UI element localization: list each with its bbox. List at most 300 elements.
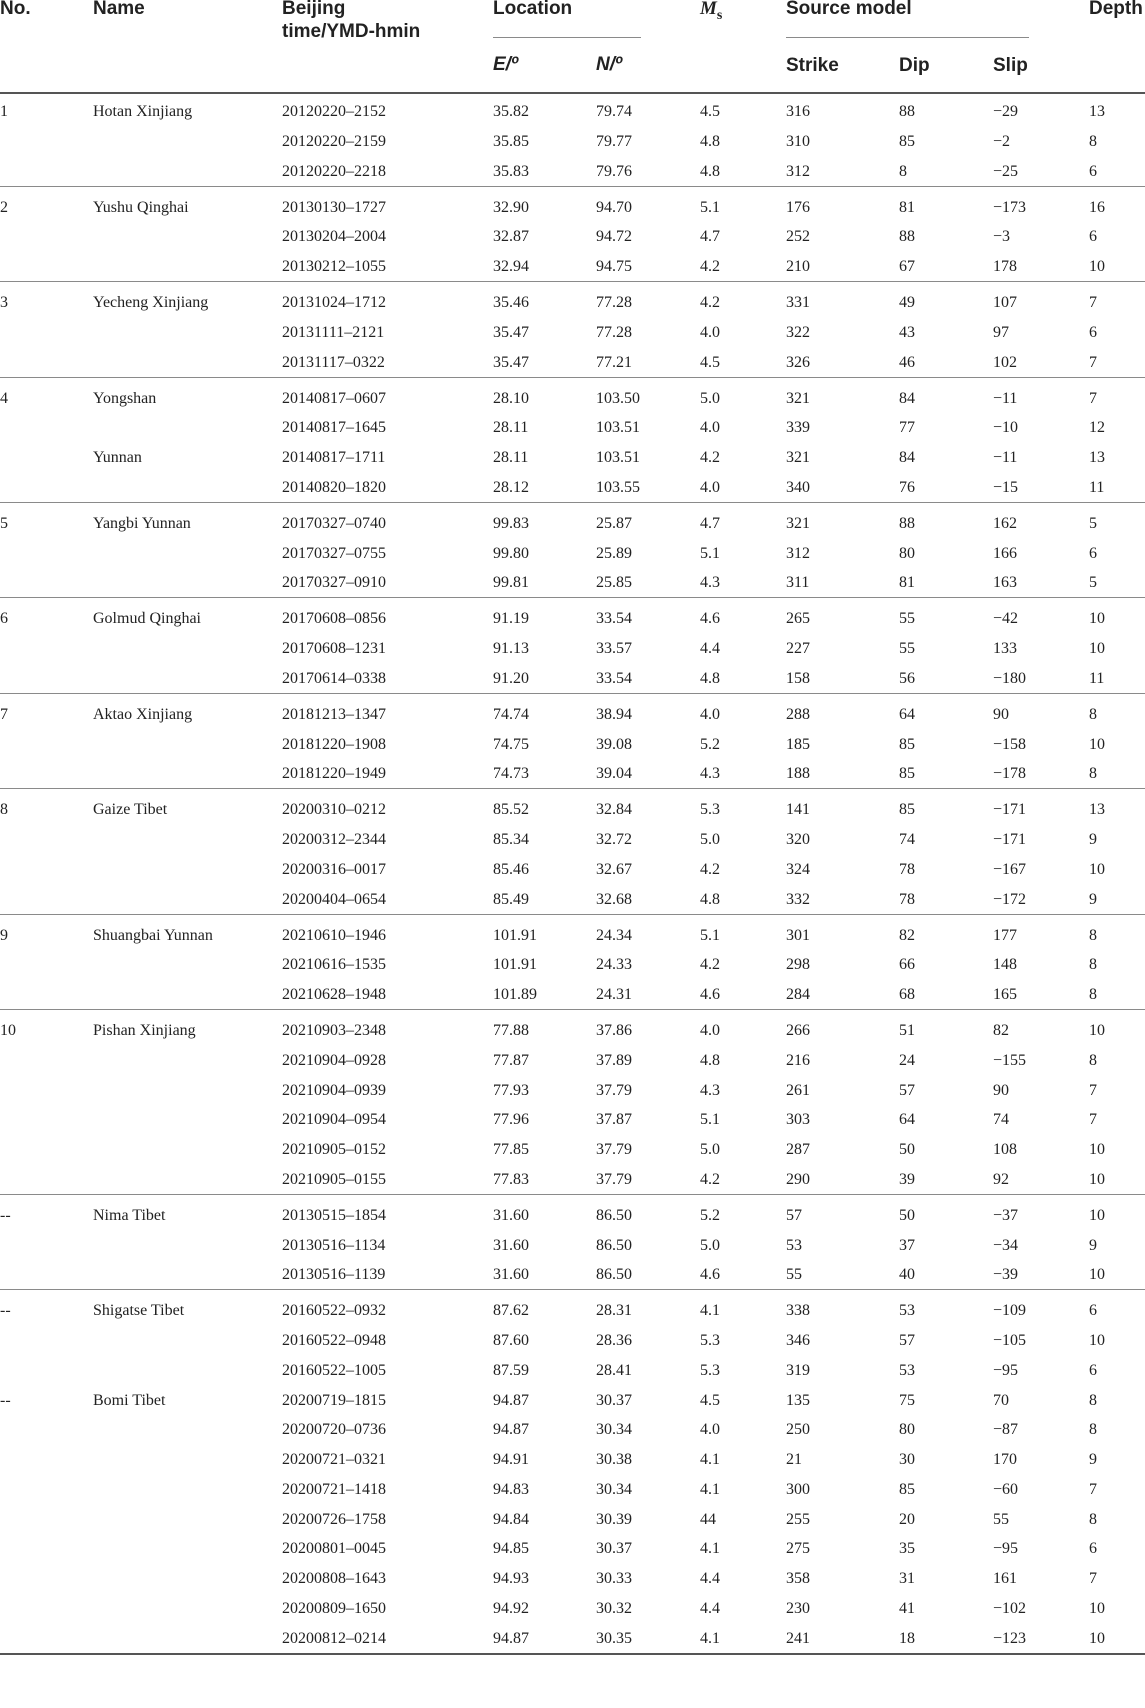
strike-cell: 300 [786,1480,810,1498]
n-cell: 30.37 [596,1540,632,1558]
ms-cell: 44 [700,1510,716,1528]
slip-cell: 108 [993,1141,1017,1158]
ms-cell: 5.1 [700,544,720,562]
header-ms-sub: s [716,7,723,23]
header-depth: Depth [1089,0,1143,19]
e-cell: 94.92 [493,1599,529,1617]
time-cell: 20130130–1727 [282,198,386,216]
e-cell: 94.87 [493,1421,529,1439]
dip-cell: 78 [899,890,915,908]
ms-cell: 4.0 [700,323,720,341]
n-cell: 32.68 [596,890,632,908]
e-cell: 77.93 [493,1081,529,1099]
group-name: Shigatse Tibet [93,1302,185,1320]
group-number: 7 [0,705,8,723]
header-source-model: Source model [786,0,912,19]
dip-cell: 64 [899,705,915,723]
time-cell: 20200720–0736 [282,1421,386,1439]
slip-cell: −42 [993,610,1019,628]
n-cell: 77.28 [596,323,632,341]
dip-cell: 85 [899,132,915,150]
ms-cell: 4.2 [700,449,720,466]
time-cell: 20170614–0338 [282,669,386,687]
n-cell: 86.50 [596,1236,632,1254]
e-cell: 35.46 [493,294,529,311]
e-cell: 87.60 [493,1332,529,1349]
ms-cell: 4.2 [700,258,720,275]
dip-cell: 53 [899,1302,915,1320]
dip-cell: 30 [899,1451,915,1468]
n-cell: 28.41 [596,1361,632,1379]
dip-cell: 88 [899,103,915,120]
time-cell: 20210904–0954 [282,1111,386,1129]
ms-cell: 5.0 [700,1141,720,1158]
n-cell: 32.84 [596,801,632,819]
e-cell: 94.83 [493,1480,529,1498]
e-cell: 32.94 [493,258,529,275]
slip-cell: −171 [993,801,1027,819]
dip-cell: 53 [899,1361,915,1379]
group-name: Yushu Qinghai [93,198,189,216]
ms-cell: 5.1 [700,926,720,944]
depth-cell: 7 [1089,1570,1097,1587]
depth-cell: 10 [1089,1629,1105,1647]
ms-cell: 4.8 [700,890,720,908]
time-cell: 20160522–0948 [282,1332,386,1349]
header-bottom-rule [0,92,1145,94]
n-cell: 25.89 [596,544,632,562]
depth-cell: 8 [1089,1391,1097,1409]
depth-cell: 8 [1089,1051,1097,1069]
e-cell: 91.20 [493,669,529,687]
strike-cell: 185 [786,735,810,753]
strike-cell: 57 [786,1206,802,1224]
n-cell: 37.79 [596,1141,632,1158]
time-cell: 20140817–0607 [282,389,386,407]
n-cell: 30.32 [596,1599,632,1617]
dip-cell: 18 [899,1629,915,1647]
e-cell: 32.90 [493,198,529,216]
dip-cell: 78 [899,860,915,878]
e-cell: 74.73 [493,765,529,783]
depth-cell: 10 [1089,1170,1105,1188]
strike-cell: 332 [786,890,810,908]
slip-cell: −2 [993,132,1011,150]
ms-cell: 5.0 [700,389,720,407]
time-cell: 20120220–2218 [282,162,386,180]
strike-cell: 331 [786,294,810,311]
n-cell: 30.38 [596,1451,632,1468]
time-cell: 20130515–1854 [282,1206,386,1224]
time-cell: 20210903–2348 [282,1022,386,1039]
time-cell: 20200719–1815 [282,1391,386,1409]
depth-cell: 6 [1089,1302,1097,1320]
dip-cell: 74 [899,831,915,848]
n-cell: 28.31 [596,1302,632,1320]
dip-cell: 64 [899,1111,915,1129]
slip-cell: 102 [993,353,1017,371]
dip-cell: 85 [899,801,915,819]
strike-cell: 321 [786,389,810,407]
strike-cell: 311 [786,574,810,592]
time-cell: 20131024–1712 [282,294,386,311]
n-cell: 94.70 [596,198,632,216]
location-underline [493,37,641,38]
strike-cell: 227 [786,640,810,657]
time-cell: 20130212–1055 [282,258,386,275]
dip-cell: 80 [899,544,915,562]
group-name: Nima Tibet [93,1206,166,1224]
time-cell: 20130516–1139 [282,1266,386,1284]
n-cell: 103.50 [596,389,640,407]
slip-cell: 70 [993,1391,1009,1409]
slip-cell: −60 [993,1480,1019,1498]
dip-cell: 84 [899,389,915,407]
e-cell: 99.80 [493,544,529,562]
dip-cell: 88 [899,228,915,246]
ms-cell: 5.1 [700,1111,720,1129]
ms-cell: 4.5 [700,1391,720,1409]
slip-cell: 90 [993,1081,1009,1099]
slip-cell: −37 [993,1206,1019,1224]
group-divider [0,1194,1145,1195]
time-cell: 20160522–0932 [282,1302,386,1320]
depth-cell: 8 [1089,765,1097,783]
group-divider [0,281,1145,282]
strike-cell: 319 [786,1361,810,1379]
group-name: Yangbi Yunnan [93,514,191,532]
group-name: Yongshan [93,389,157,407]
ms-cell: 4.0 [700,1421,720,1439]
n-cell: 33.54 [596,610,632,628]
dip-cell: 84 [899,449,915,466]
depth-cell: 9 [1089,890,1097,908]
ms-cell: 4.3 [700,1081,720,1099]
strike-cell: 135 [786,1391,810,1409]
group-divider [0,1009,1145,1010]
strike-cell: 265 [786,610,810,628]
depth-cell: 10 [1089,640,1105,657]
strike-cell: 321 [786,514,810,532]
slip-cell: 74 [993,1111,1009,1129]
time-cell: 20200312–2344 [282,831,386,848]
header-strike: Strike [786,55,839,76]
header-time-line1: Beijing [282,0,346,19]
depth-cell: 8 [1089,1421,1097,1439]
ms-cell: 4.8 [700,132,720,150]
depth-cell: 9 [1089,831,1097,848]
group-name: Pishan Xinjiang [93,1022,196,1039]
time-cell: 20200310–0212 [282,801,386,819]
group-number: 10 [0,1022,16,1039]
strike-cell: 316 [786,103,810,120]
e-cell: 85.49 [493,890,529,908]
slip-cell: 92 [993,1170,1009,1188]
e-cell: 74.74 [493,705,529,723]
slip-cell: −10 [993,419,1019,437]
e-cell: 91.19 [493,610,529,628]
time-cell: 20130204–2004 [282,228,386,246]
dip-cell: 51 [899,1022,915,1039]
header-no: No. [0,0,31,19]
dip-cell: 46 [899,353,915,371]
n-cell: 38.94 [596,705,632,723]
slip-cell: −171 [993,831,1027,848]
header-time-line2: time/YMD-hmin [282,21,421,42]
depth-cell: 10 [1089,258,1105,275]
depth-cell: 10 [1089,610,1105,628]
n-cell: 79.74 [596,103,632,120]
n-cell: 39.04 [596,765,632,783]
n-cell: 30.34 [596,1421,632,1439]
strike-cell: 21 [786,1451,802,1468]
dip-cell: 31 [899,1570,915,1587]
slip-cell: 97 [993,323,1009,341]
n-cell: 30.39 [596,1510,632,1528]
dip-cell: 41 [899,1599,915,1617]
group-divider [0,914,1145,915]
time-cell: 20160522–1005 [282,1361,386,1379]
time-cell: 20210905–0152 [282,1141,386,1158]
group-number: -- [0,1391,11,1409]
group-divider [0,1289,1145,1290]
depth-cell: 11 [1089,478,1105,496]
header-n: N/º [596,54,622,75]
dip-cell: 76 [899,478,915,496]
source-model-underline [786,37,1029,38]
dip-cell: 81 [899,198,915,216]
depth-cell: 6 [1089,323,1097,341]
depth-cell: 8 [1089,132,1097,150]
dip-cell: 67 [899,258,915,275]
e-cell: 94.87 [493,1391,529,1409]
ms-cell: 5.3 [700,1332,720,1349]
ms-cell: 4.1 [700,1480,720,1498]
n-cell: 24.34 [596,926,632,944]
strike-cell: 326 [786,353,810,371]
group-number: 6 [0,610,8,628]
slip-cell: −105 [993,1332,1027,1349]
ms-cell: 4.6 [700,610,720,628]
depth-cell: 10 [1089,1206,1105,1224]
slip-cell: 178 [993,258,1017,275]
ms-cell: 4.7 [700,514,720,532]
strike-cell: 301 [786,926,810,944]
strike-cell: 241 [786,1629,810,1647]
depth-cell: 16 [1089,198,1105,216]
ms-cell: 4.2 [700,956,720,974]
e-cell: 77.87 [493,1051,529,1069]
time-cell: 20200316–0017 [282,860,386,878]
dip-cell: 77 [899,419,915,437]
slip-cell: −3 [993,228,1011,246]
e-cell: 28.10 [493,389,529,407]
ms-cell: 5.2 [700,735,720,753]
strike-cell: 303 [786,1111,810,1129]
slip-cell: −172 [993,890,1027,908]
slip-cell: −11 [993,449,1018,466]
strike-cell: 216 [786,1051,810,1069]
depth-cell: 10 [1089,1022,1105,1039]
group-number: 5 [0,514,8,532]
e-cell: 94.85 [493,1540,529,1558]
n-cell: 77.28 [596,294,632,311]
n-cell: 79.76 [596,162,632,180]
strike-cell: 261 [786,1081,810,1099]
strike-cell: 275 [786,1540,810,1558]
time-cell: 20170608–1231 [282,640,386,657]
n-cell: 86.50 [596,1206,632,1224]
strike-cell: 320 [786,831,810,848]
time-cell: 20140817–1711 [282,449,386,466]
depth-cell: 6 [1089,1540,1097,1558]
dip-cell: 55 [899,610,915,628]
strike-cell: 252 [786,228,810,246]
header-name: Name [93,0,145,19]
e-cell: 31.60 [493,1206,529,1224]
group-name: Aktao Xinjiang [93,705,193,723]
slip-cell: −173 [993,198,1027,216]
e-cell: 28.11 [493,449,529,466]
group-divider [0,1653,1145,1655]
n-cell: 37.79 [596,1081,632,1099]
slip-cell: −95 [993,1361,1019,1379]
dip-cell: 39 [899,1170,915,1188]
slip-cell: 55 [993,1510,1009,1528]
dip-cell: 35 [899,1540,915,1558]
e-cell: 77.83 [493,1170,529,1188]
slip-cell: 170 [993,1451,1017,1468]
ms-cell: 4.8 [700,1051,720,1069]
slip-cell: −167 [993,860,1027,878]
e-cell: 28.12 [493,478,529,496]
n-cell: 37.86 [596,1022,632,1039]
time-cell: 20120220–2152 [282,103,386,120]
group-name: Shuangbai Yunnan [93,926,213,944]
time-cell: 20170327–0740 [282,514,386,532]
e-cell: 85.46 [493,860,529,878]
ms-cell: 4.3 [700,765,720,783]
group-divider [0,788,1145,789]
dip-cell: 57 [899,1332,915,1349]
time-cell: 20181220–1949 [282,765,386,783]
n-cell: 103.51 [596,419,640,437]
e-cell: 32.87 [493,228,529,246]
ms-cell: 4.0 [700,1022,720,1039]
ms-cell: 5.0 [700,1236,720,1254]
slip-cell: 163 [993,574,1017,592]
ms-cell: 4.4 [700,640,720,657]
strike-cell: 346 [786,1332,810,1349]
dip-cell: 85 [899,765,915,783]
slip-cell: −95 [993,1540,1019,1558]
e-cell: 31.60 [493,1266,529,1284]
depth-cell: 9 [1089,1236,1097,1254]
time-cell: 20210905–0155 [282,1170,386,1188]
e-cell: 35.82 [493,103,529,120]
depth-cell: 6 [1089,1361,1097,1379]
n-cell: 37.89 [596,1051,632,1069]
ms-cell: 4.0 [700,419,720,437]
slip-cell: −155 [993,1051,1027,1069]
n-cell: 79.77 [596,132,632,150]
strike-cell: 298 [786,956,810,974]
depth-cell: 7 [1089,1111,1097,1129]
e-cell: 94.87 [493,1629,529,1647]
group-number: -- [0,1206,11,1224]
depth-cell: 10 [1089,1599,1105,1617]
n-cell: 103.55 [596,478,640,496]
dip-cell: 50 [899,1141,915,1158]
strike-cell: 284 [786,986,810,1003]
n-cell: 86.50 [596,1266,632,1284]
time-cell: 20170327–0755 [282,544,386,562]
group-name: Golmud Qinghai [93,610,201,628]
depth-cell: 8 [1089,986,1097,1003]
header-ms [700,0,722,27]
ms-cell: 4.2 [700,860,720,878]
group-number: 8 [0,801,8,819]
header-ms-main: M [700,0,717,19]
depth-cell: 13 [1089,103,1105,120]
e-cell: 94.84 [493,1510,529,1528]
group-number: 1 [0,103,8,120]
group-divider [0,377,1145,378]
depth-cell: 8 [1089,956,1097,974]
dip-cell: 66 [899,956,915,974]
time-cell: 20210610–1946 [282,926,386,944]
group-name: Yunnan [93,449,142,466]
strike-cell: 176 [786,198,810,216]
ms-cell: 4.2 [700,1170,720,1188]
dip-cell: 55 [899,640,915,657]
strike-cell: 290 [786,1170,810,1188]
depth-cell: 11 [1089,669,1105,687]
dip-cell: 85 [899,735,915,753]
ms-cell: 4.1 [700,1451,720,1468]
time-cell: 20200726–1758 [282,1510,386,1528]
group-number: -- [0,1302,11,1320]
strike-cell: 53 [786,1236,802,1254]
time-cell: 20210616–1535 [282,956,386,974]
e-cell: 35.47 [493,323,529,341]
depth-cell: 9 [1089,1451,1097,1468]
strike-cell: 255 [786,1510,810,1528]
time-cell: 20131111–2121 [282,323,385,341]
time-cell: 20140817–1645 [282,419,386,437]
group-number: 4 [0,389,8,407]
dip-cell: 85 [899,1480,915,1498]
ms-cell: 4.0 [700,705,720,723]
time-cell: 20200808–1643 [282,1570,386,1587]
slip-cell: −180 [993,669,1027,687]
dip-cell: 81 [899,574,915,592]
n-cell: 30.34 [596,1480,632,1498]
n-cell: 94.75 [596,258,632,275]
time-cell: 20200812–0214 [282,1629,386,1647]
n-cell: 28.36 [596,1332,632,1349]
strike-cell: 266 [786,1022,810,1039]
ms-cell: 5.3 [700,1361,720,1379]
e-cell: 85.52 [493,801,529,819]
depth-cell: 10 [1089,1266,1105,1284]
ms-cell: 4.1 [700,1629,720,1647]
strike-cell: 340 [786,478,810,496]
slip-cell: −102 [993,1599,1027,1617]
group-name: Bomi Tibet [93,1391,166,1409]
strike-cell: 141 [786,801,810,819]
slip-cell: −109 [993,1302,1027,1320]
